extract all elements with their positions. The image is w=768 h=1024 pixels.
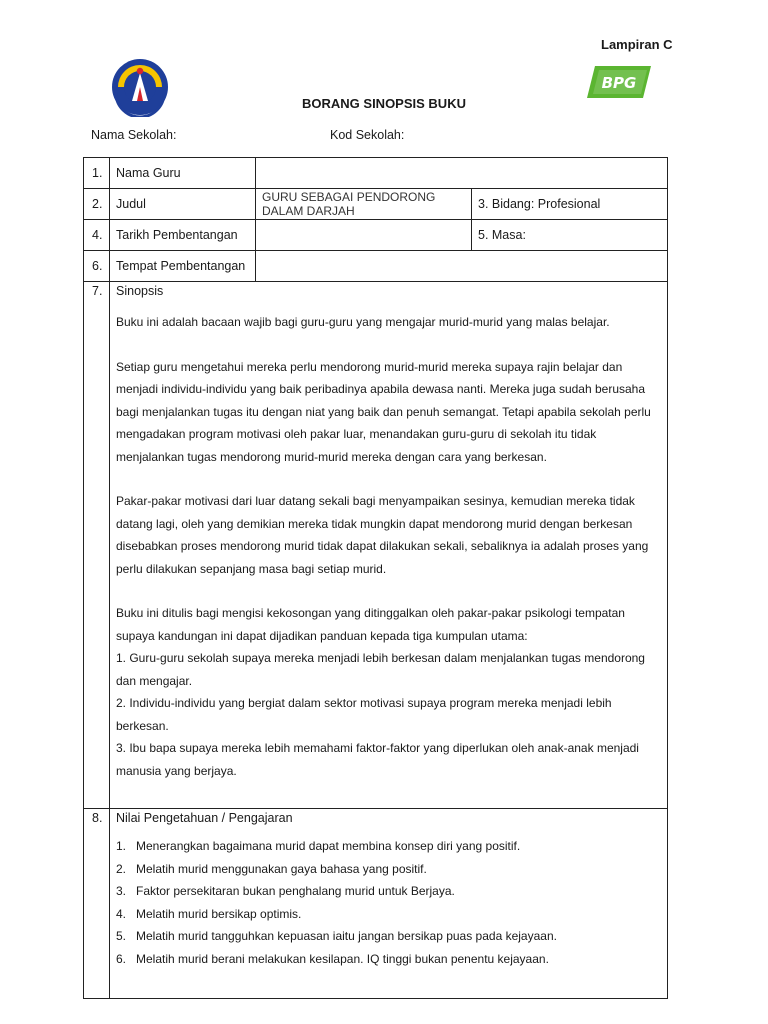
nama-guru-label: Nama Guru [110, 158, 256, 189]
row-number: 8. [84, 809, 110, 999]
list-item: 3. Faktor persekitaran bukan penghalang murid untuk Berjaya. [116, 884, 455, 898]
tarikh-field[interactable] [256, 220, 472, 251]
nilai-list [116, 835, 661, 970]
row-nama-guru [84, 158, 668, 189]
row-number: 4. [84, 220, 110, 251]
row-number: 6. [84, 251, 110, 282]
sinopsis-paragraph: Buku ini ditulis bagi mengisi kekosongan yang ditinggalkan oleh pakar-pakar psikologi tempatan supaya kandungan ini dapat dijadikan panduan kepada tiga kumpulan utama: [116, 606, 625, 643]
row-judul [84, 189, 668, 220]
lampiran-label: Lampiran C [601, 37, 673, 52]
sinopsis-cell [110, 282, 668, 809]
row-tarikh [84, 220, 668, 251]
row-tempat [84, 251, 668, 282]
masa-cell[interactable]: 5. Masa: [472, 220, 668, 251]
list-item: 2. Melatih murid menggunakan gaya bahasa yang positif. [116, 861, 427, 876]
bpg-logo-text: BPG [601, 74, 637, 92]
row-number: 1. [84, 158, 110, 189]
judul-label: Judul [110, 189, 256, 220]
row-number: 7. [84, 282, 110, 809]
sinopsis-point: 3. Ibu bapa supaya mereka lebih memahami faktor-faktor yang diperlukan oleh anak-anak menjadi manusia yang berjaya. [116, 741, 639, 778]
nilai-cell [110, 809, 668, 999]
synopsis-form-table [83, 157, 668, 999]
list-item: 4. Melatih murid bersikap optimis. [116, 906, 302, 921]
list-item: 6. Melatih murid berani melakukan kesilapan. IQ tinggi bukan penentu kejayaan. [116, 951, 549, 966]
nilai-label: Nilai Pengetahuan / Pengajaran [116, 811, 293, 825]
row-sinopsis [84, 282, 668, 809]
nama-sekolah-label: Nama Sekolah: [91, 128, 177, 142]
row-nilai [84, 809, 668, 999]
sinopsis-paragraph: Pakar-pakar motivasi dari luar datang sekali bagi menyampaikan sesinya, kemudian mereka tidak datang lagi, oleh yang demikian mereka tidak mungkin dapat mendorong murid dengan berkesan disebabkan proses mendorong murid tidak dapat dilakukan sekali, sebaliknya ia adalah proses yang perlu dilakukan sepanjang masa bagi setiap murid. [116, 494, 649, 576]
bidang-cell: 3. Bidang: Profesional [472, 189, 668, 220]
sinopsis-label: Sinopsis [116, 284, 164, 298]
tempat-field[interactable] [256, 251, 668, 282]
row-number: 2. [84, 189, 110, 220]
sinopsis-paragraph: Buku ini adalah bacaan wajib bagi guru-guru yang mengajar murid-murid yang malas belajar. [116, 315, 610, 329]
list-item: 5. Melatih murid tangguhkan kepuasan iaitu jangan bersikap puas pada kejayaan. [116, 929, 557, 943]
page-title: BORANG SINOPSIS BUKU [302, 96, 466, 111]
sinopsis-point: 1. Guru-guru sekolah supaya mereka menjadi lebih berkesan dalam menjalankan tugas mendorong dan mengajar. [116, 651, 645, 688]
judul-value[interactable]: GURU SEBAGAI PENDORONG DALAM DARJAH [256, 189, 472, 220]
list-item: 1. Menerangkan bagaimana murid dapat membina konsep diri yang positif. [116, 839, 521, 853]
sinopsis-paragraph: Setiap guru mengetahui mereka perlu mendorong murid-murid mereka supaya rajin belajar dan menjadi individu-individu yang baik peribadinya apabila dewasa nanti. Mereka juga sudah berusaha bagi menjalankan tugas itu dengan niat yang baik dan penuh semangat. Tetapi apabila sekolah perlu mengadakan program motivasi oleh pakar luar, menandakan guru-guru di sekolah itu tidak menjalankan tugas mendorong murid-murid mereka dengan cara yang berkesan. [116, 359, 651, 464]
tempat-label: Tempat Pembentangan [110, 251, 256, 282]
sinopsis-point: 2. Individu-individu yang bergiat dalam sektor motivasi supaya program mereka menjadi lebih berkesan. [116, 696, 612, 733]
kod-sekolah-label: Kod Sekolah: [330, 128, 405, 142]
nama-guru-field[interactable] [256, 158, 668, 189]
tarikh-label: Tarikh Pembentangan [110, 220, 256, 251]
